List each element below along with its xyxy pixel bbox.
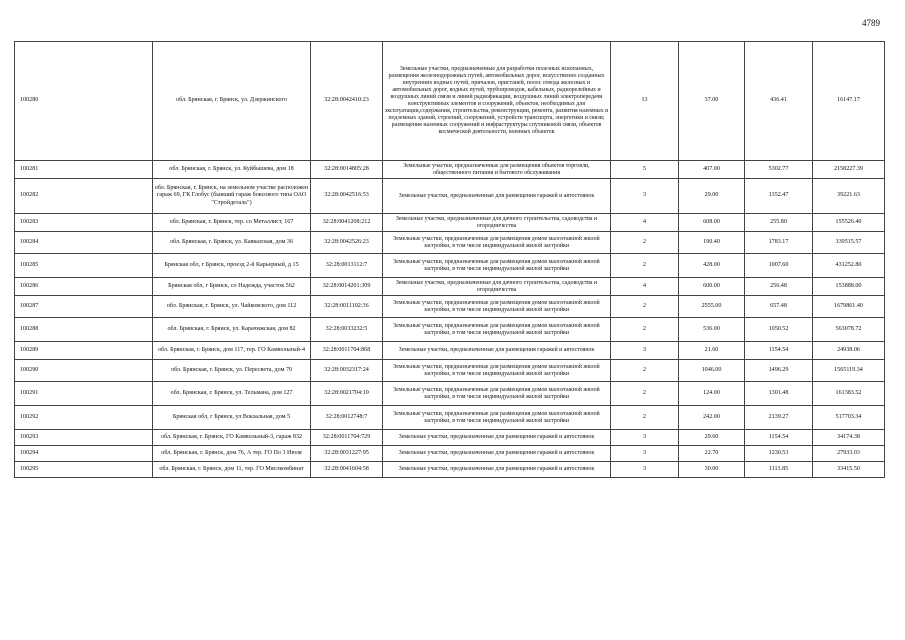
group-cell: 2 (611, 232, 679, 254)
cadastral-number-cell: 32:28:0042516:53 (311, 179, 383, 214)
cadastral-number-cell: 32:28:0041604:58 (311, 462, 383, 478)
group-cell: 3 (611, 446, 679, 462)
table-row (15, 430, 885, 446)
area-cell: 242.00 (679, 406, 745, 430)
address-cell: обл. Брянская, г. Брянск, ул. Пересвета, дом 70 (153, 360, 311, 382)
cadastral-number-cell: 32:28:0041208:212 (311, 214, 383, 232)
land-use-cell: Земельные участки, предназначенные для разработки полезных ископаемых, размещения железнодорожных путей, автомобильных дорог, искусственно созданных внутренних водных путей, причалов, пристаней, полос отвода железных и автомобильных дорог, водных путей, трубопроводов, кабельных, радиорелейных и воздушных линий связи и линий радиофикации, воздушных линий электропередачи конструктивных элементов и сооружений, объектов, необходимых для эксплуатации,содержания, строительства, реконструкции, ремонта, развития наземных и подземных зданий, строений, сооружений, устройств транспорта, энергетики и связи; размещения наземных сооружений и инфраструктуры спутниковой связи, объектов космической деятельности, военных объектов (383, 42, 611, 161)
area-cell: 600.00 (679, 278, 745, 296)
area-cell: 22.70 (679, 446, 745, 462)
address-cell: Брянская обл, г Брянск, со Надежда, участок 562 (153, 278, 311, 296)
group-cell: 2 (611, 382, 679, 406)
rate-cell: 1113.85 (745, 462, 813, 478)
group-cell: 5 (611, 161, 679, 179)
address-cell: обл. Брянская, г. Брянск, ГО Камвольный-3, гараж 832 (153, 430, 311, 446)
id-cell: 100294 (15, 446, 153, 462)
table-row (15, 179, 885, 214)
cadastral-value-cell: 1565119.34 (813, 360, 885, 382)
cadastral-number-cell: 32:28:0031227:95 (311, 446, 383, 462)
address-cell: Брянская обл, г Брянск, ул Вокзальная, дом 5 (153, 406, 311, 430)
group-cell: 3 (611, 342, 679, 360)
rate-cell: 256.48 (745, 278, 813, 296)
area-cell: 124.00 (679, 382, 745, 406)
cadastral-number-cell: 32:28:0042526:23 (311, 232, 383, 254)
address-cell: обл. Брянская, г. Брянск, ул. Кавказская, дом 36 (153, 232, 311, 254)
table-row (15, 360, 885, 382)
group-cell: 2 (611, 360, 679, 382)
group-cell: 2 (611, 296, 679, 318)
address-cell: обл. Брянская, г. Брянск, ул. Дзержинского (153, 42, 311, 161)
cadastral-value-cell: 39221.63 (813, 179, 885, 214)
table-row (15, 446, 885, 462)
cadastral-number-cell: 32:28:0021704:10 (311, 382, 383, 406)
area-cell: 37.00 (679, 42, 745, 161)
table-row (15, 232, 885, 254)
cadastral-value-cell: 339515.57 (813, 232, 885, 254)
id-cell: 100285 (15, 254, 153, 278)
cadastral-number-cell: 32:28:0011102:36 (311, 296, 383, 318)
address-cell: обл. Брянская, г. Брянск, на земельном участке расположен гараж 69, ГК Глобус (бывший гараж боксового типа ОАО "Стройдеталь") (153, 179, 311, 214)
page-number: 4789 (862, 18, 880, 28)
group-cell: 3 (611, 179, 679, 214)
land-use-cell: Земельные участки, предназначенные для дачного строительства, садоводства и огородничества (383, 214, 611, 232)
land-use-cell: Земельные участки, предназначенные для размещения гаражей и автостоянок (383, 430, 611, 446)
land-use-cell: Земельные участки, предназначенные для размещения домов малоэтажной жилой застройки, в том числе индивидуальной жилой застройки (383, 232, 611, 254)
rate-cell: 657.48 (745, 296, 813, 318)
cadastral-value-cell: 155526.40 (813, 214, 885, 232)
rate-cell: 1352.47 (745, 179, 813, 214)
rate-cell: 1050.52 (745, 318, 813, 342)
cadastral-value-cell: 563078.72 (813, 318, 885, 342)
address-cell: обл. Брянская, г. Брянск, ул. Чайковского, дом 112 (153, 296, 311, 318)
group-cell: 4 (611, 214, 679, 232)
cadastral-value-table (14, 41, 885, 478)
rate-cell: 1783.17 (745, 232, 813, 254)
address-cell: Брянская обл, г Брянск, проезд 2-й Карьерный, д 15 (153, 254, 311, 278)
rate-cell: 5302.77 (745, 161, 813, 179)
id-cell: 100290 (15, 360, 153, 382)
id-cell: 100288 (15, 318, 153, 342)
id-cell: 100281 (15, 161, 153, 179)
rate-cell: 255.80 (745, 214, 813, 232)
area-cell: 29.60 (679, 430, 745, 446)
address-cell: обл. Брянская, г. Брянск, ул. Куйбышева, дом 18 (153, 161, 311, 179)
address-cell: обл. Брянская, г. Брянск, тер. со Металлист, 167 (153, 214, 311, 232)
cadastral-number-cell: 32:28:0012748:7 (311, 406, 383, 430)
rate-cell: 1230.53 (745, 446, 813, 462)
cadastral-number-cell: 32:28:0032317:24 (311, 360, 383, 382)
group-cell: 3 (611, 430, 679, 446)
area-cell: 407.00 (679, 161, 745, 179)
id-cell: 100289 (15, 342, 153, 360)
id-cell: 100292 (15, 406, 153, 430)
land-use-cell: Земельные участки, предназначенные для размещения гаражей и автостоянок (383, 446, 611, 462)
land-use-cell: Земельные участки, предназначенные для размещения объектов торговли, общественного питания и бытового обслуживания (383, 161, 611, 179)
cadastral-number-cell: 32:28:0011704:729 (311, 430, 383, 446)
rate-cell: 1007.60 (745, 254, 813, 278)
cadastral-value-cell: 153888.00 (813, 278, 885, 296)
land-use-cell: Земельные участки, предназначенные для размещения домов малоэтажной жилой застройки, в том числе индивидуальной жилой застройки (383, 296, 611, 318)
cadastral-number-cell: 32:28:0014805:28 (311, 161, 383, 179)
address-cell: обл. Брянская, г. Брянск, ул. Карачижская, дом 82 (153, 318, 311, 342)
land-use-cell: Земельные участки, предназначенные для размещения гаражей и автостоянок (383, 462, 611, 478)
table-row (15, 462, 885, 478)
cadastral-value-cell: 34174.38 (813, 430, 885, 446)
id-cell: 100293 (15, 430, 153, 446)
area-cell: 428.00 (679, 254, 745, 278)
cadastral-number-cell: 32:28:0013112:7 (311, 254, 383, 278)
address-cell: обл. Брянская, г. Брянск, дом 76, А тер. ГО По 3 Июля (153, 446, 311, 462)
id-cell: 100282 (15, 179, 153, 214)
table-row (15, 278, 885, 296)
id-cell: 100280 (15, 42, 153, 161)
cadastral-number-cell: 32:28:0042410:23 (311, 42, 383, 161)
address-cell: обл. Брянская, г. Брянск, дом 117, тер. ГО Камвольный-4 (153, 342, 311, 360)
table-row (15, 254, 885, 278)
area-cell: 2555.00 (679, 296, 745, 318)
area-cell: 608.00 (679, 214, 745, 232)
id-cell: 100286 (15, 278, 153, 296)
area-cell: 1046.00 (679, 360, 745, 382)
rate-cell: 1301.48 (745, 382, 813, 406)
group-cell: 13 (611, 42, 679, 161)
area-cell: 30.00 (679, 462, 745, 478)
land-use-cell: Земельные участки, предназначенные для размещения домов малоэтажной жилой застройки, в том числе индивидуальной жилой застройки (383, 318, 611, 342)
table-row (15, 214, 885, 232)
cadastral-value-cell: 16147.17 (813, 42, 885, 161)
address-cell: обл. Брянская, г. Брянск, дом 11, тер. ГО Мясокомбинат (153, 462, 311, 478)
land-use-cell: Земельные участки, предназначенные для размещения домов малоэтажной жилой застройки, в том числе индивидуальной жилой застройки (383, 360, 611, 382)
rate-cell: 1496.29 (745, 360, 813, 382)
id-cell: 100287 (15, 296, 153, 318)
land-use-cell: Земельные участки, предназначенные для размещения домов малоэтажной жилой застройки, в том числе индивидуальной жилой застройки (383, 382, 611, 406)
group-cell: 2 (611, 318, 679, 342)
cadastral-value-cell: 27933.03 (813, 446, 885, 462)
table-row (15, 42, 885, 161)
cadastral-value-cell: 1679861.40 (813, 296, 885, 318)
rate-cell: 436.41 (745, 42, 813, 161)
land-use-cell: Земельные участки, предназначенные для размещения гаражей и автостоянок (383, 179, 611, 214)
rate-cell: 1154.54 (745, 342, 813, 360)
cadastral-value-cell: 161383.52 (813, 382, 885, 406)
rate-cell: 1154.54 (745, 430, 813, 446)
cadastral-value-cell: 517703.34 (813, 406, 885, 430)
group-cell: 3 (611, 462, 679, 478)
group-cell: 2 (611, 406, 679, 430)
id-cell: 100283 (15, 214, 153, 232)
group-cell: 4 (611, 278, 679, 296)
area-cell: 21.60 (679, 342, 745, 360)
cadastral-number-cell: 32:28:0033232:5 (311, 318, 383, 342)
cadastral-value-cell: 33415.50 (813, 462, 885, 478)
cadastral-value-cell: 24938.06 (813, 342, 885, 360)
land-use-cell: Земельные участки, предназначенные для размещения домов малоэтажной жилой застройки, в том числе индивидуальной жилой застройки (383, 254, 611, 278)
area-cell: 29.00 (679, 179, 745, 214)
id-cell: 100291 (15, 382, 153, 406)
area-cell: 190.40 (679, 232, 745, 254)
land-use-cell: Земельные участки, предназначенные для размещения гаражей и автостоянок (383, 342, 611, 360)
rate-cell: 2139.27 (745, 406, 813, 430)
id-cell: 100295 (15, 462, 153, 478)
table-row (15, 296, 885, 318)
table-row (15, 318, 885, 342)
cadastral-number-cell: 32:28:0011704:868 (311, 342, 383, 360)
address-cell: обл. Брянская, г. Брянск, ул. Тельмана, дом 127 (153, 382, 311, 406)
table-body (15, 42, 885, 478)
cadastral-value-cell: 431252.80 (813, 254, 885, 278)
land-use-cell: Земельные участки, предназначенные для дачного строительства, садоводства и огородничества (383, 278, 611, 296)
id-cell: 100284 (15, 232, 153, 254)
table-row (15, 406, 885, 430)
group-cell: 2 (611, 254, 679, 278)
table-row (15, 342, 885, 360)
table-row (15, 382, 885, 406)
table-row (15, 161, 885, 179)
cadastral-value-cell: 2158227.39 (813, 161, 885, 179)
cadastral-number-cell: 32:28:0014201:309 (311, 278, 383, 296)
land-use-cell: Земельные участки, предназначенные для размещения домов малоэтажной жилой застройки, в том числе индивидуальной жилой застройки (383, 406, 611, 430)
area-cell: 536.00 (679, 318, 745, 342)
